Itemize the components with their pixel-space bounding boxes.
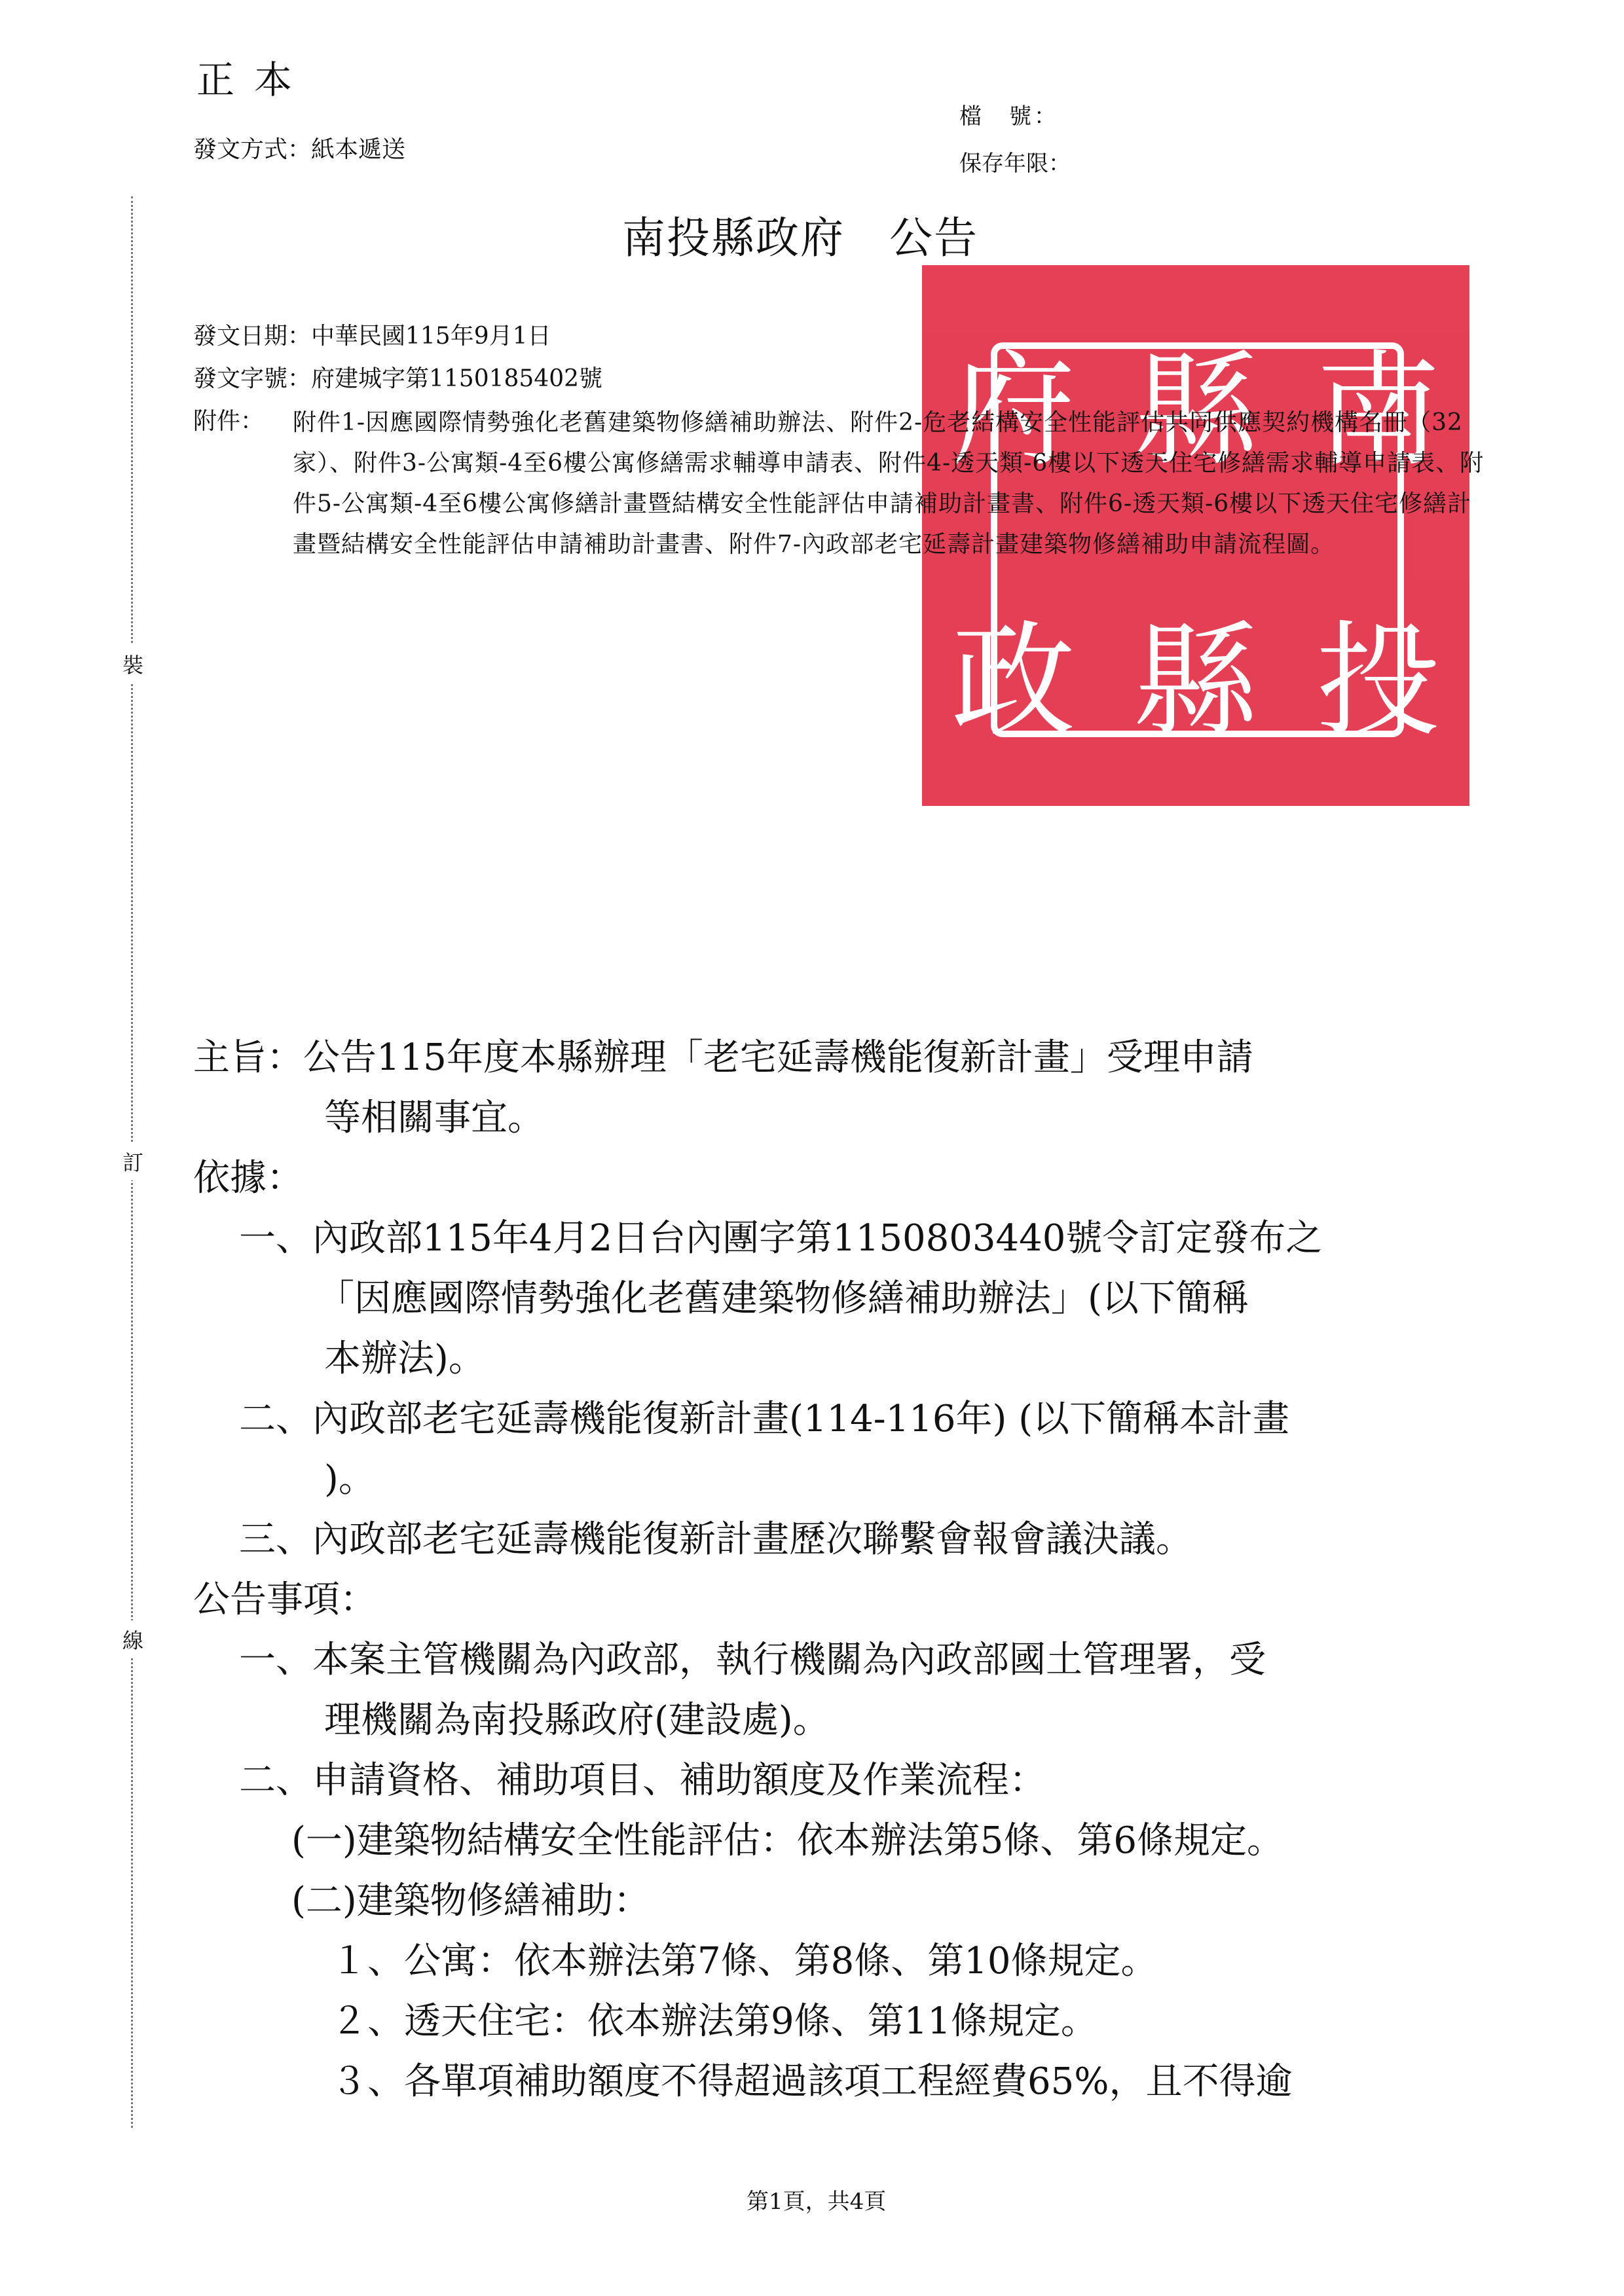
basis-item: 本辦法)。 [324,1338,485,1380]
copy-type-label: 正本 [196,58,312,102]
seal-char: 南 [1316,338,1441,483]
notice-heading: 公告事項： [193,1578,377,1621]
basis-item: 二、內政部老宅延壽機能復新計畫(114-116年) (以下簡稱本計畫 [239,1398,1290,1440]
notice-subitem: ２、透天住宅：依本辦法第9條、第11條規定。 [331,2000,1098,2043]
notice-item: 二、申請資格、補助項目、補助額度及作業流程： [239,1759,1046,1802]
subject-line: 等相關事宜。 [324,1097,544,1139]
document-number: 發文字號：府建城字第1150185402號 [193,365,603,392]
seal-char: 政 [951,609,1076,754]
binding-mark-bind: 裝 [120,645,146,683]
page-number: 第1頁，共4頁 [747,2189,887,2215]
issue-date: 發文日期：中華民國115年9月1日 [193,323,551,350]
seal-char: 縣 [1133,609,1258,754]
basis-item: )。 [324,1458,375,1501]
document-title: 南投縣政府 公告 [622,213,978,263]
attachments-text: 附件1-因應國際情勢強化老舊建築物修繕補助辦法、附件2-危老結構安全性能評估共同供應契約機構名冊（32家）、附件3-公寓類-4至6樓公寓修繕需求輔導申請表、附件4-透天類-6樓以下透天住宅修繕需求輔導申請表、附件5-公寓類-4至6樓公寓修繕計畫暨結構安全性能評估申請補助計畫書、附件6-透天類-6樓以下透天住宅修繕計畫暨結構安全性能評估申請補助計畫書、附件7-內政部老宅延壽計畫建築物修繕補助申請流程圖。 [293,409,1485,558]
basis-item: 「因應國際情勢強化老舊建築物修繕補助辦法」(以下簡稱 [318,1277,1249,1320]
basis-item: 一、內政部115年4月2日台內團字第1150803440號令訂定發布之 [239,1217,1323,1260]
attachments-label: 附件： [193,408,265,435]
binding-mark-staple: 訂 [120,1142,146,1180]
basis-heading: 依據： [193,1157,303,1199]
seal-char: 投 [1316,609,1441,754]
notice-subitem: ３、各單項補助額度不得超過該項工程經費65%，且不得逾 [331,2060,1293,2103]
binding-mark-line: 線 [120,1620,146,1658]
send-method: 發文方式：紙本遞送 [193,136,406,163]
notice-subitem: (二)建築物修繕補助： [291,1880,650,1922]
seal-char: 府 [951,338,1076,483]
notice-item: 理機關為南投縣政府(建設處)。 [324,1699,830,1741]
basis-item: 三、內政部老宅延壽機能復新計畫歷次聯繫會報會議決議。 [239,1518,1192,1561]
seal-char: 縣 [1133,338,1258,483]
notice-subitem: (一)建築物結構安全性能評估：依本辦法第5條、第6條規定。 [291,1819,1283,1862]
retention-period-label: 保存年限： [959,151,1071,177]
notice-subitem: １、公寓：依本辦法第7條、第8條、第10條規定。 [331,1940,1158,1982]
file-number-label: 檔 號： [959,103,1059,130]
subject-line: 主旨：公告115年度本縣辦理「老宅延壽機能復新計畫」受理申請 [193,1036,1253,1079]
notice-item: 一、本案主管機關為內政部，執行機關為內政部國土管理署，受 [239,1639,1266,1681]
